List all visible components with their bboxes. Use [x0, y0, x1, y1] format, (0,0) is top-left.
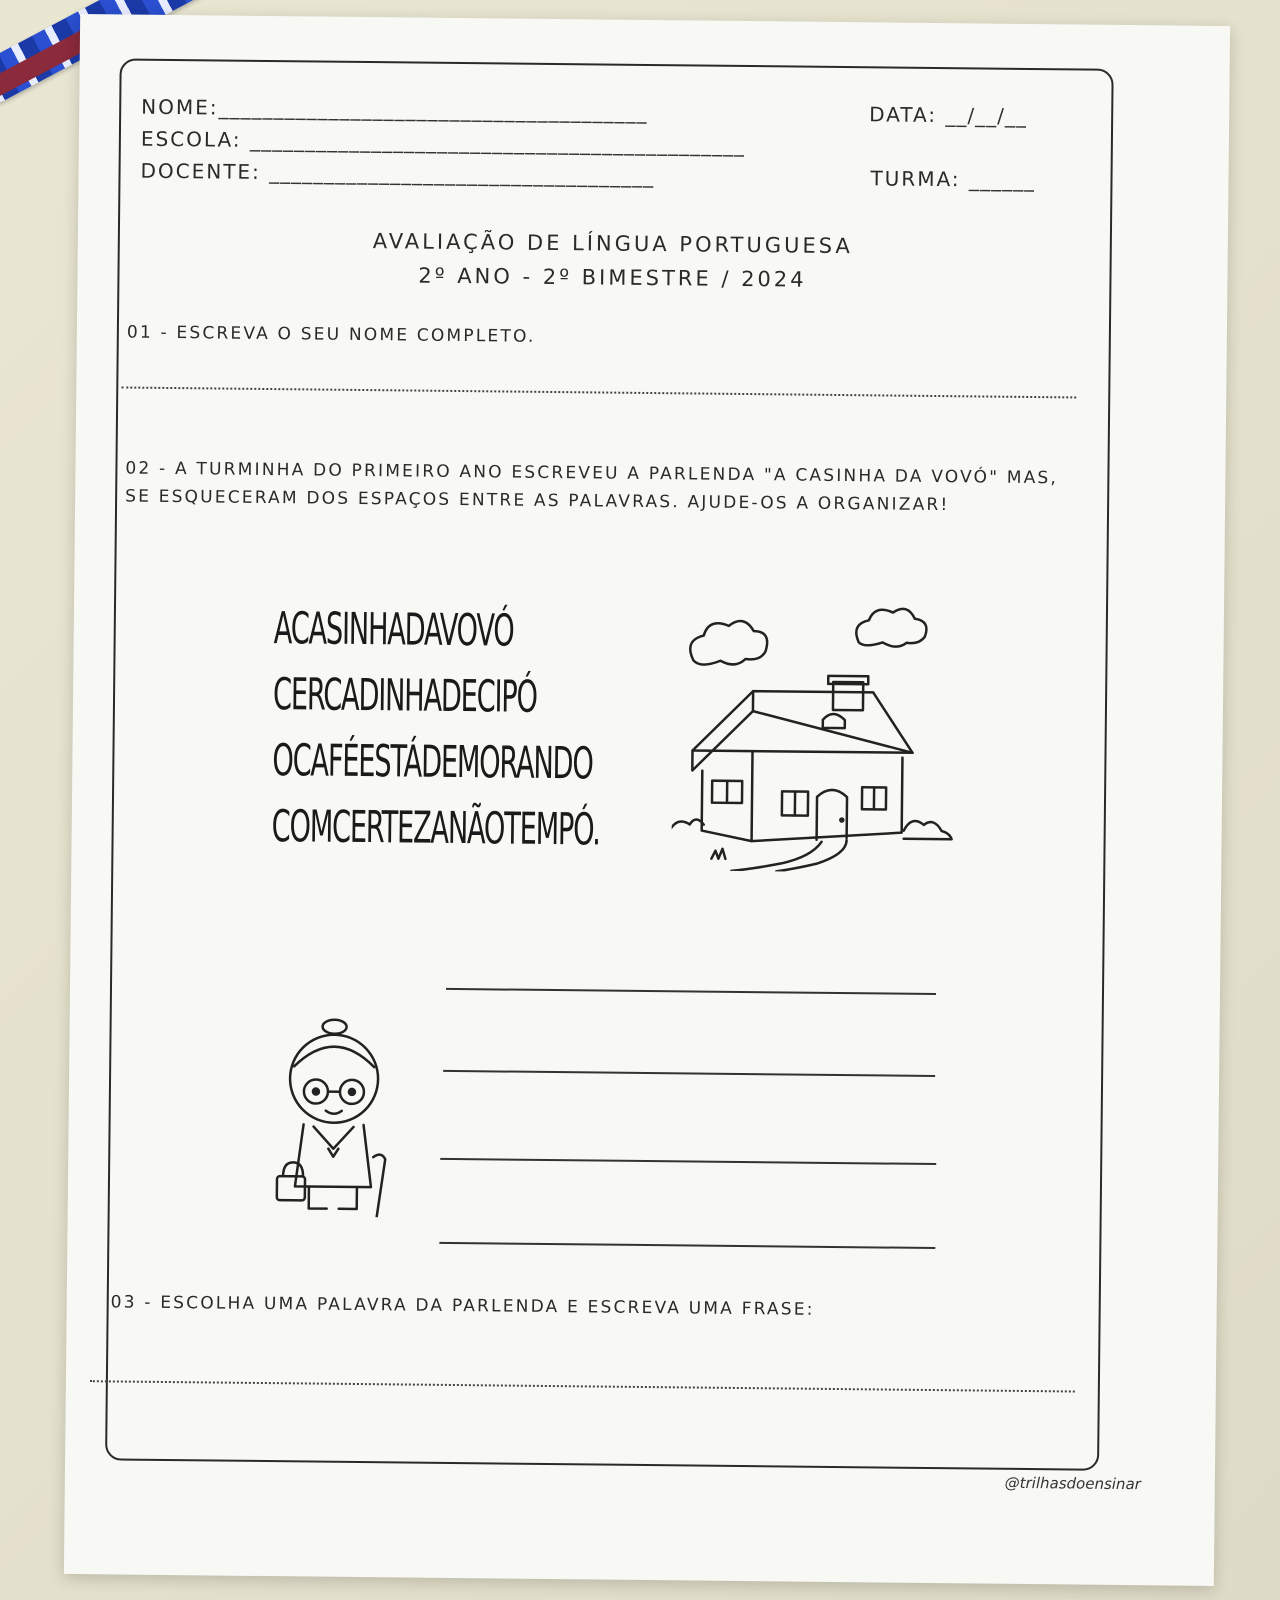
escola-line[interactable]: _____________________________________________	[249, 127, 746, 157]
parlenda-line-2: CERCADINHADECIPÓ	[272, 669, 537, 723]
data-line[interactable]: __/__/__	[945, 103, 1028, 128]
docente-label: DOCENTE:	[140, 158, 261, 184]
turma-line[interactable]: ______	[968, 167, 1036, 193]
author-handle: @trilhasdoensinar	[1001, 1474, 1145, 1494]
worksheet-paper	[64, 14, 1230, 1586]
parlenda-line-4: COMCERTEZANÃOTEMPÓ.	[271, 801, 600, 856]
data-label: DATA:	[869, 102, 938, 127]
turma-label: TURMA:	[870, 166, 961, 192]
question-3: 03 - ESCOLHA UMA PALAVRA DA PARLENDA E ESCREVA UMA FRASE:	[110, 1292, 815, 1320]
house-illustration	[671, 600, 974, 873]
question-1: 01 - ESCREVA O SEU NOME COMPLETO.	[126, 322, 536, 347]
parlenda-text	[271, 596, 674, 864]
page-subtitle: 2º ANO - 2º BIMESTRE / 2024	[418, 263, 807, 292]
parlenda-line-1: ACASINHADAVOVÓ	[273, 603, 514, 657]
parlenda-line-3: OCAFÉESTÁDEMORANDO	[272, 735, 593, 790]
docente-line[interactable]: ___________________________________	[269, 160, 655, 189]
page-title: AVALIAÇÃO DE LÍNGUA PORTUGUESA	[372, 229, 853, 259]
nome-line[interactable]: _______________________________________	[218, 95, 648, 124]
nome-label: NOME:	[141, 94, 219, 120]
grandma-illustration	[273, 1016, 405, 1217]
escola-label: ESCOLA:	[140, 126, 242, 152]
question-2: 02 - A TURMINHA DO PRIMEIRO ANO ESCREVEU A PARLENDA "A CASINHA DA VOVÓ" MAS, SE ESQUECERAM DOS ESPAÇOS ENTRE AS PALAVRAS. AJUDE-OS A ORGANIZAR!	[125, 458, 1059, 516]
turma-field	[870, 166, 1035, 192]
data-field	[869, 102, 1027, 128]
